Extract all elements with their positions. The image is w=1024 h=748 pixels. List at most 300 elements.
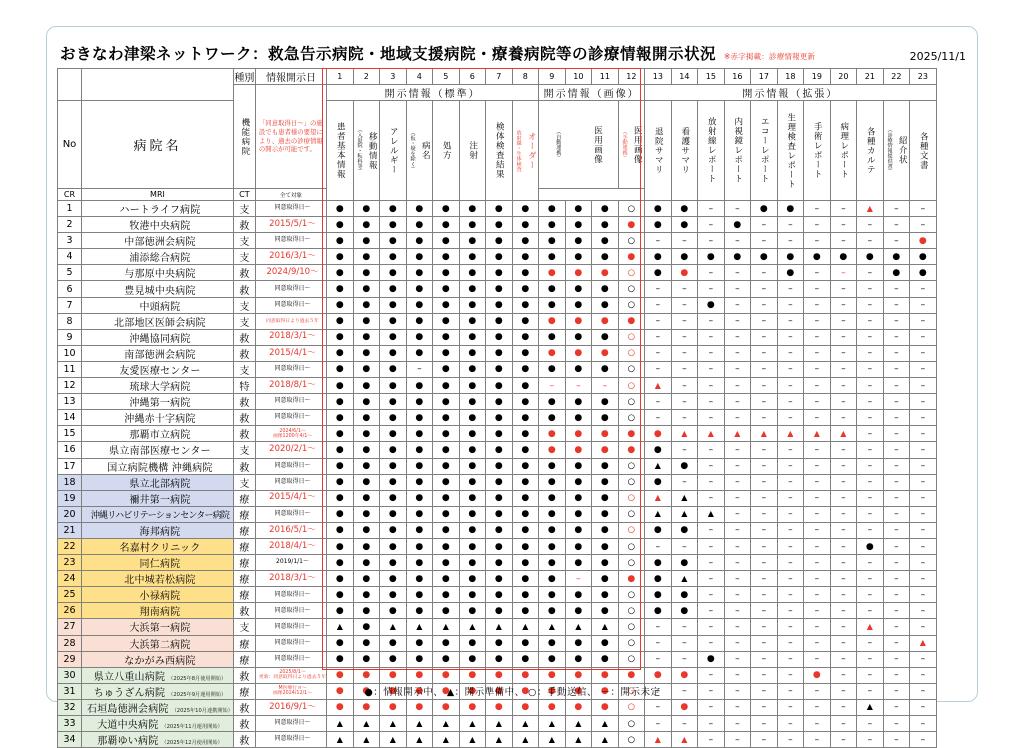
status-dot-icon [468,398,476,407]
status-cell [804,410,831,426]
row-hospital-name: 那覇市立病院 [82,426,234,442]
status-dash-icon [709,221,714,230]
status-dot-icon [389,430,397,439]
status-dot-icon [601,237,609,246]
status-dash-icon [735,671,740,680]
corner-blank-no [58,69,82,101]
status-cell [327,249,354,265]
status-cell [406,651,433,667]
row-type: 療 [233,571,255,587]
status-dash-icon [709,703,714,712]
status-tri-red-icon [655,736,661,744]
colnum-7: 7 [486,69,513,85]
status-dash-icon [921,478,926,487]
status-cell [751,522,778,538]
status-dot-icon [574,414,582,423]
table-row [58,506,937,522]
status-dot-icon [389,285,397,294]
status-cell [565,587,592,603]
status-tri-icon [655,462,661,470]
status-cell [910,571,937,587]
status-cell [327,313,354,329]
status-dash-icon [894,639,899,648]
status-dot-icon [442,510,450,519]
status-dash-icon [815,205,820,214]
status-dash-icon [709,526,714,535]
status-dash-icon [788,720,793,729]
status-dot-icon [495,607,503,616]
row-no: 22 [58,538,82,554]
row-no: 7 [58,297,82,313]
status-dash-icon [682,285,687,294]
status-dot-icon [521,382,529,391]
row-hospital-name: 沖縄赤十字病院 [82,410,234,426]
status-cell [698,619,725,635]
status-cell [327,522,354,538]
status-dot-icon [574,398,582,407]
status-cell [671,426,698,442]
status-cell [724,442,751,458]
status-cell [804,506,831,522]
status-dot-icon [389,333,397,342]
status-dot-icon [495,253,503,262]
status-cell [433,571,460,587]
status-dash-icon [788,623,793,632]
status-cell [751,538,778,554]
status-cell [486,458,513,474]
status-dot-icon [548,575,556,584]
status-cell [486,587,513,603]
table-row [58,474,937,490]
status-cell [804,603,831,619]
status-cell [486,571,513,587]
status-cell [380,538,407,554]
status-dot-icon [442,526,450,535]
status-cell [698,201,725,217]
status-cell [353,394,380,410]
status-cell [380,329,407,345]
status-cell [830,329,857,345]
status-dot-icon [813,253,821,262]
status-cell [910,667,937,683]
status-dash-icon [815,655,820,664]
status-dash-icon [868,398,873,407]
header-label-row [58,101,937,189]
status-dot-red-icon [495,703,503,712]
status-cell [618,394,645,410]
status-dot-icon [362,349,370,358]
status-cell [724,313,751,329]
status-cell [565,201,592,217]
status-cell [777,442,804,458]
status-cell [883,587,910,603]
status-cell [565,603,592,619]
status-dot-icon [468,317,476,326]
status-cell [512,329,539,345]
status-dot-icon [495,365,503,374]
status-dash-icon [682,317,687,326]
status-cell [857,458,884,474]
status-cell [380,474,407,490]
status-tri-icon [416,736,422,744]
status-dot-icon [680,607,688,616]
status-cell [724,265,751,281]
status-cell [671,555,698,571]
status-dash-icon [735,655,740,664]
status-dash-icon [788,591,793,600]
status-dash-icon [735,526,740,535]
status-dash-icon [868,349,873,358]
status-cell [857,265,884,281]
colhead-19 [804,101,831,201]
status-dot-icon [468,301,476,310]
status-cell [406,538,433,554]
status-dash-icon [894,462,899,471]
status-cell [459,329,486,345]
status-dot-icon [442,349,450,358]
status-cell [857,651,884,667]
status-dash-icon [656,720,661,729]
status-dot-icon [495,639,503,648]
colnum-3: 3 [380,69,407,85]
status-cell [724,538,751,554]
row-disclosure-date: 2024/9/10～ [255,265,326,281]
status-dot-icon [680,462,688,471]
status-cell [830,635,857,651]
status-circ-icon [628,205,635,214]
status-cell [618,297,645,313]
status-cell [830,442,857,458]
colhead-14 [671,101,698,201]
status-cell [830,587,857,603]
status-circ-red-icon [628,333,635,342]
status-cell [671,603,698,619]
row-disclosure-date: 同意取得日～ [255,635,326,651]
status-cell [327,329,354,345]
status-dot-icon [548,639,556,648]
status-cell [618,458,645,474]
table-row [58,313,937,329]
status-cell [539,426,566,442]
status-cell [459,571,486,587]
status-dash-icon [762,285,767,294]
status-dash-icon [788,575,793,584]
status-cell [645,522,672,538]
status-cell [353,281,380,297]
status-dot-red-icon [919,237,927,246]
status-dash-icon [709,736,714,745]
status-cell [698,313,725,329]
status-dot-icon [495,317,503,326]
status-dash-icon [735,349,740,358]
status-cell [724,345,751,361]
status-dot-icon [574,655,582,664]
status-cell [512,667,539,683]
status-cell [486,474,513,490]
status-cell [671,538,698,554]
status-cell [592,345,619,361]
row-disclosure-date: 2024/6/1～ 画像1200年4/1～ [255,426,326,442]
colnum-9: 9 [539,69,566,85]
status-cell [565,233,592,249]
status-dash-icon [788,301,793,310]
status-cell [671,217,698,233]
status-dash-icon [815,446,820,455]
row-hospital-name: 禰井第一病院 [82,490,234,506]
status-cell [804,201,831,217]
status-cell [777,522,804,538]
row-hospital-name: 県立北部病院 [82,474,234,490]
status-dot-icon [601,607,609,616]
status-dash-icon [762,301,767,310]
status-cell [751,426,778,442]
status-dot-icon [362,575,370,584]
status-cell [486,329,513,345]
status-dot-red-icon [813,671,821,680]
status-cell [830,378,857,394]
status-cell [459,490,486,506]
status-dash-icon [735,591,740,600]
status-dash-icon [868,414,873,423]
status-dot-icon [468,205,476,214]
row-type: 救 [233,667,255,683]
status-dash-icon [894,398,899,407]
status-cell [459,538,486,554]
status-cell [512,378,539,394]
status-cell [327,345,354,361]
status-cell [406,329,433,345]
status-dot-icon [495,446,503,455]
status-dot-red-icon [548,349,556,358]
status-dot-red-icon [442,671,450,680]
status-dot-icon [548,655,556,664]
status-dot-icon [601,526,609,535]
status-dot-icon [495,333,503,342]
status-dash-icon [735,446,740,455]
table-body [58,201,937,748]
status-dash-icon [868,269,873,278]
status-cell [671,571,698,587]
status-cell [751,603,778,619]
status-dot-red-icon [415,671,423,680]
status-dot-icon [336,398,344,407]
status-dash-icon [735,703,740,712]
status-dash-icon [894,333,899,342]
header-hospital-name: 病院名 [82,101,234,189]
status-cell [671,233,698,249]
row-no: 21 [58,522,82,538]
status-dash-icon [841,720,846,729]
status-cell [910,619,937,635]
status-dot-icon [495,510,503,519]
status-cell [539,522,566,538]
status-dash-icon [921,333,926,342]
status-cell [539,313,566,329]
status-dot-icon [760,253,768,262]
status-dot-icon [733,253,741,262]
status-dot-icon [574,285,582,294]
status-cell [327,265,354,281]
status-circ-red-icon [628,494,635,503]
status-cell [380,587,407,603]
status-cell [592,394,619,410]
status-dot-icon [468,559,476,568]
status-circ-icon [628,720,635,729]
status-cell [592,361,619,377]
status-cell [539,394,566,410]
status-dash-icon [894,365,899,374]
status-cell [910,555,937,571]
status-dot-icon [389,607,397,616]
status-tri-icon [337,736,343,744]
status-dot-red-icon [627,575,635,584]
status-cell [433,490,460,506]
status-cell [777,233,804,249]
row-type: 支 [233,201,255,217]
status-dot-icon [495,349,503,358]
status-dash-icon [762,269,767,278]
status-cell [486,635,513,651]
status-dot-icon [442,237,450,246]
status-cell [857,538,884,554]
table-row [58,716,937,732]
row-no: 34 [58,732,82,748]
status-dot-icon [786,253,794,262]
status-cell [698,394,725,410]
status-cell [512,426,539,442]
status-cell [406,410,433,426]
status-dash-icon [788,317,793,326]
status-dot-icon [601,253,609,262]
status-cell [406,490,433,506]
status-dot-icon [601,301,609,310]
status-dash-icon [921,365,926,374]
status-dot-icon [415,639,423,648]
status-dash-icon [788,382,793,391]
status-dot-icon [389,494,397,503]
status-dot-icon [442,205,450,214]
status-cell [883,538,910,554]
status-cell [724,555,751,571]
row-type: 救 [233,732,255,748]
status-cell [380,410,407,426]
status-dot-icon [362,253,370,262]
status-cell [512,410,539,426]
status-cell [512,361,539,377]
status-dash-icon [815,703,820,712]
status-dash-icon [735,559,740,568]
status-dot-icon [415,382,423,391]
status-dot-icon [495,591,503,600]
status-dot-icon [495,398,503,407]
status-dot-icon [601,365,609,374]
status-dot-icon [468,333,476,342]
status-dot-icon [495,462,503,471]
status-cell [910,458,937,474]
status-dot-red-icon [362,703,370,712]
status-cell [486,651,513,667]
status-circ-icon [628,301,635,310]
status-dash-icon [868,382,873,391]
colhead-2 [353,101,380,201]
status-dash-icon [841,478,846,487]
status-cell [910,587,937,603]
status-cell [857,571,884,587]
status-cell [486,217,513,233]
table-row [58,201,937,217]
status-cell [618,555,645,571]
status-cell [565,667,592,683]
status-dot-icon [389,317,397,326]
status-cell [883,329,910,345]
status-dot-icon [495,269,503,278]
status-cell [327,538,354,554]
status-tri-icon [390,720,396,728]
status-dot-red-icon [601,349,609,358]
status-dot-icon [415,526,423,535]
status-dot-red-icon [601,317,609,326]
status-cell [910,329,937,345]
status-cell [883,265,910,281]
status-cell [751,297,778,313]
status-cell [804,732,831,748]
status-cell [910,265,937,281]
status-cell [645,410,672,426]
status-dot-icon [389,639,397,648]
row-type: 救 [233,281,255,297]
status-dot-red-icon [627,446,635,455]
status-cell [645,667,672,683]
status-dash-icon [762,607,767,616]
status-cell [645,555,672,571]
status-dash-red-icon [576,382,581,391]
status-cell [592,619,619,635]
status-cell [512,603,539,619]
status-cell [724,249,751,265]
status-cell [857,506,884,522]
page-title: おきなわ津梁ネットワーク：救急告示病院・地域支援病院・療養病院等の診療情報開示状況 [60,45,717,63]
status-cell [459,249,486,265]
status-cell [512,635,539,651]
status-cell [618,619,645,635]
status-cell [751,571,778,587]
colnum-1: 1 [327,69,354,85]
status-cell [804,490,831,506]
status-cell [539,587,566,603]
status-cell [777,587,804,603]
status-dash-icon [921,349,926,358]
status-cell [592,329,619,345]
status-cell [433,410,460,426]
row-no: 26 [58,603,82,619]
colhead-image-manual-sub: （手動連携） [621,128,628,161]
table-row [58,345,937,361]
status-dot-icon [415,607,423,616]
status-dot-icon [468,494,476,503]
leafhead-mri: MRI [82,189,234,201]
status-cell [698,635,725,651]
status-cell [777,490,804,506]
status-dot-icon [574,559,582,568]
status-dash-icon [656,317,661,326]
status-dash-icon [894,430,899,439]
status-dot-icon [548,543,556,552]
status-dash-icon [894,543,899,552]
status-tri-red-icon [681,736,687,744]
status-dash-icon [894,237,899,246]
status-dot-icon [336,365,344,374]
status-dash-icon [788,446,793,455]
